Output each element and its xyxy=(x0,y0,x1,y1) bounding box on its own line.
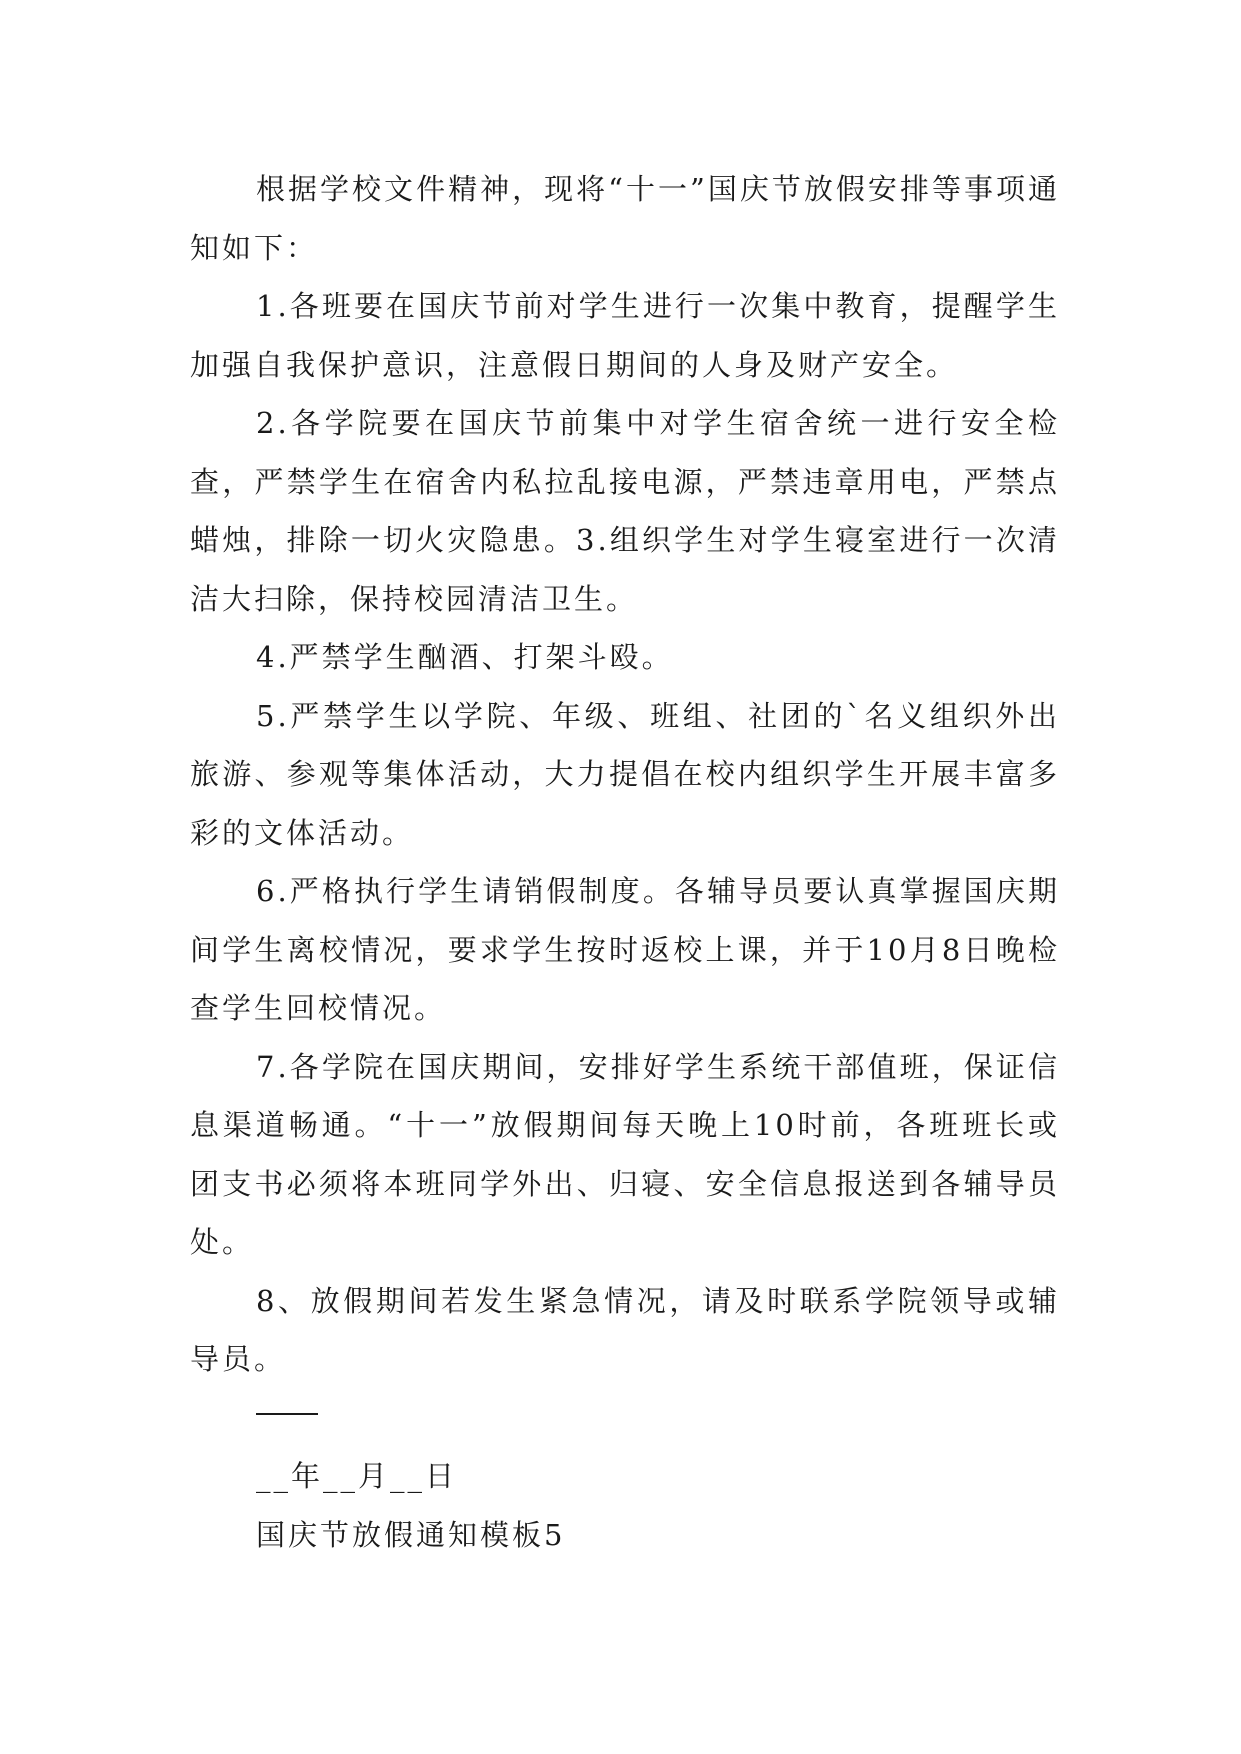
signature-blank-line xyxy=(190,1389,1060,1448)
next-template-title: 国庆节放假通知模板5 xyxy=(256,1517,566,1552)
signature-underline xyxy=(256,1413,318,1415)
item-8-paragraph: 8、放假期间若发生紧急情况，请及时联系学院领导或辅导员。 xyxy=(190,1283,1060,1376)
item-2-3-paragraph: 2.各学院要在国庆节前集中对学生宿舍统一进行安全检查，严禁学生在宿舍内私拉乱接电源，严禁违章用电，严禁点蜡烛，排除一切火灾隐患。3.组织学生对学生寝室进行一次清洁大扫除，保持校园清洁卫生。 xyxy=(190,406,1060,616)
item-4-paragraph: 4.严禁学生酗酒、打架斗殴。 xyxy=(256,640,674,674)
date-line: __年__月__日 xyxy=(256,1459,458,1493)
item-5-paragraph: 5.严禁学生以学院、年级、班组、社团的`名义组织外出旅游、参观等集体活动，大力提倡在校内组织学生开展丰富多彩的文体活动。 xyxy=(190,698,1060,850)
document-page xyxy=(190,160,1060,1564)
item-6-paragraph: 6.严格执行学生请销假制度。各辅导员要认真掌握国庆期间学生离校情况，要求学生按时返校上课，并于10月8日晚检查学生回校情况。 xyxy=(190,874,1060,1025)
intro-paragraph: 根据学校文件精神，现将“十一”国庆节放假安排等事项通知如下： xyxy=(190,172,1060,265)
item-7-paragraph: 7.各学院在国庆期间，安排好学生系统干部值班，保证信息渠道畅通。“十一”放假期间每天晚上10时前，各班班长或团支书必须将本班同学外出、归寝、安全信息报送到各辅导员处。 xyxy=(190,1049,1060,1259)
item-1-paragraph: 1.各班要在国庆节前对学生进行一次集中教育，提醒学生加强自我保护意识，注意假日期间的人身及财产安全。 xyxy=(190,289,1060,382)
